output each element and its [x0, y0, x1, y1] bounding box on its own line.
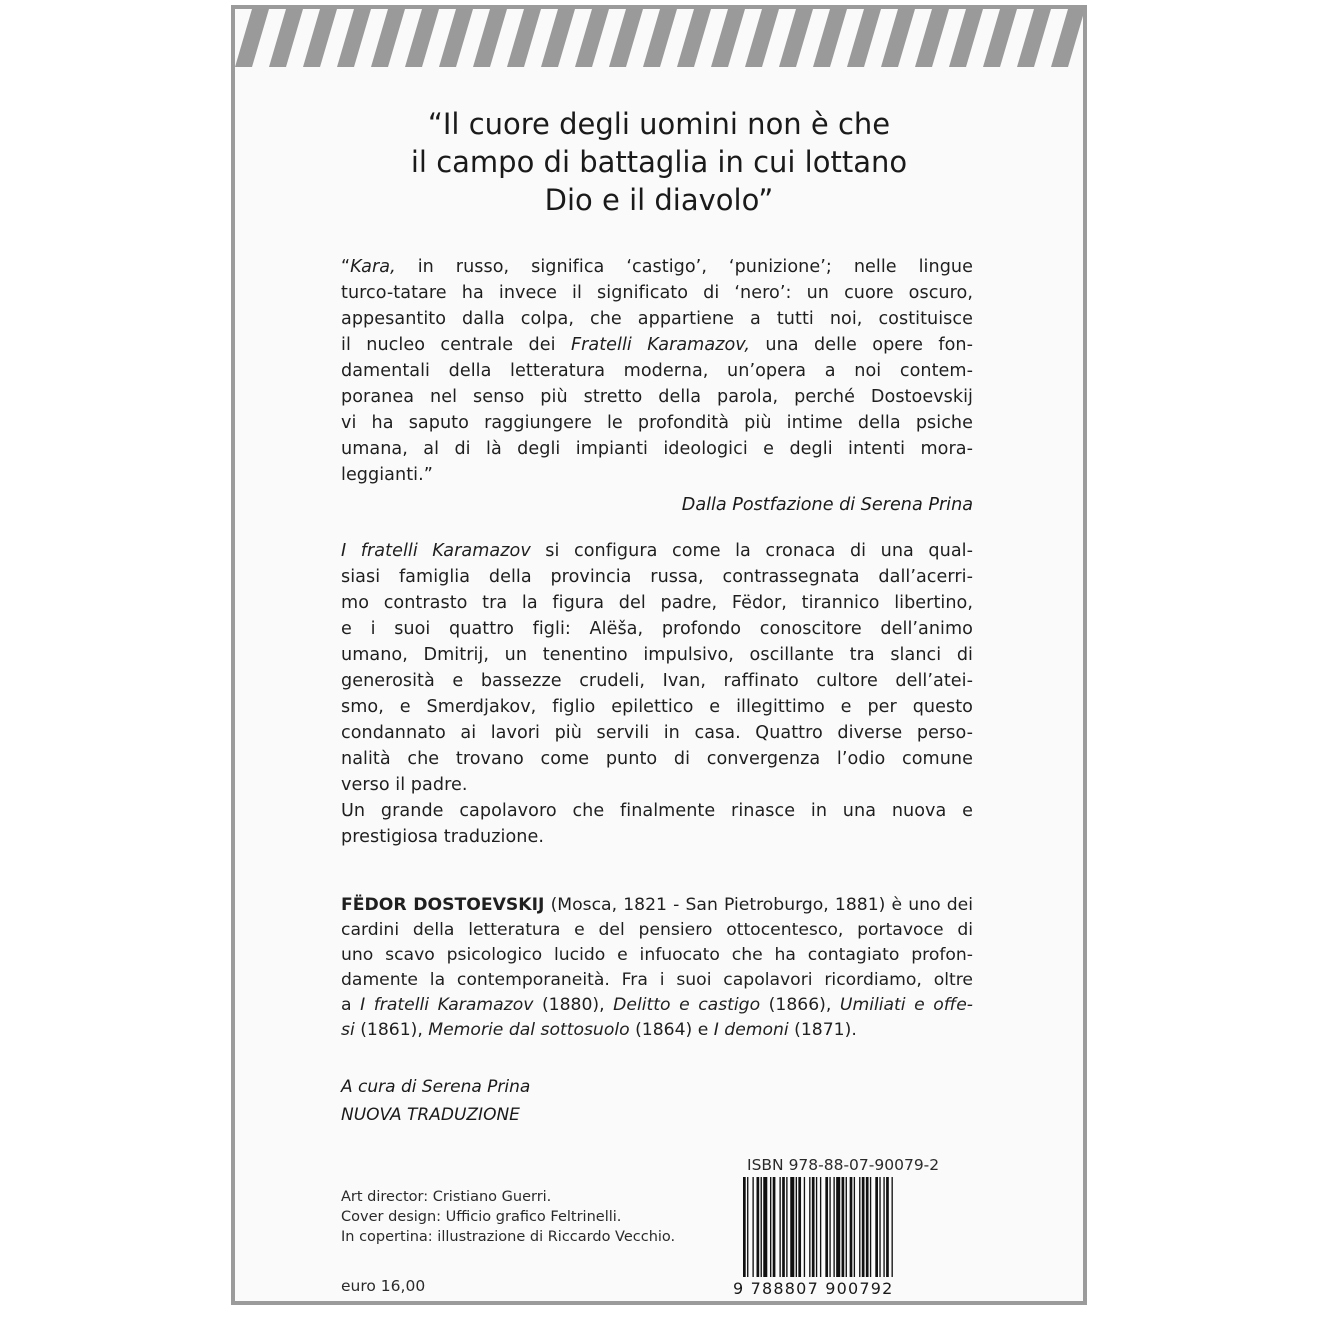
- book-back-cover: [231, 5, 1087, 1305]
- barcode-bar: [862, 1177, 865, 1277]
- barcode-bar: [829, 1177, 830, 1277]
- barcode-bar: [846, 1177, 847, 1277]
- text-line: vi ha saputo raggiungere le profondità più intime della psiche: [341, 413, 973, 433]
- barcode-bar: [812, 1177, 815, 1277]
- author-name: FËDOR DOSTOEVSKIJ: [341, 895, 545, 915]
- striped-header-band: [235, 9, 1083, 67]
- barcode-bar: [870, 1177, 871, 1277]
- barcode-bar: [833, 1177, 834, 1277]
- barcode-bar: [875, 1177, 878, 1277]
- text-line: poranea nel senso più stretto della parola, perché Dostoevskij: [341, 387, 973, 407]
- text-line: siasi famiglia della provincia russa, contrassegnata dall’acerri-: [341, 567, 973, 587]
- text-line: appesantito dalla colpa, che appartiene a tutti noi, costituisce: [341, 309, 973, 329]
- text-line: generosità e bassezze crudeli, Ivan, raffinato cultore dell’atei-: [341, 671, 973, 691]
- quote-line: Dio e il diavolo”: [544, 183, 774, 217]
- barcode-bar: [892, 1177, 893, 1277]
- text-line: umana, al di là degli impianti ideologici e degli intenti mora-: [341, 439, 973, 459]
- barcode-bar: [747, 1177, 748, 1277]
- barcode-bar: [883, 1177, 884, 1277]
- text-span: in russo, significa ‘castigo’, ‘punizione’; nelle lingue: [395, 257, 973, 277]
- barcode-bar: [825, 1177, 828, 1277]
- cover-illustration-credit: In copertina: illustrazione di Riccardo Vecchio.: [341, 1229, 676, 1245]
- text-line: smo, e Smerdjakov, figlio epilettico e illegittimo e per questo: [341, 697, 973, 717]
- quote-line: “Il cuore degli uomini non è che: [427, 107, 891, 141]
- barcode-image: [733, 1177, 955, 1281]
- barcode-bar: [820, 1177, 821, 1277]
- barcode-bar: [854, 1177, 855, 1277]
- text-line: Un grande capolavoro che finalmente rinasce in una nuova e: [341, 801, 973, 821]
- barcode-bar: [786, 1177, 787, 1277]
- barcode-bar: [770, 1177, 771, 1277]
- text-line: damente la contemporaneità. Fra i suoi capolavori ricordiamo, oltre: [341, 970, 973, 990]
- italic-title: si: [341, 1020, 355, 1040]
- text-span: (1861),: [354, 1020, 429, 1040]
- text-line: uno scavo psicologico lucido e infuocato che ha contagiato profon-: [341, 945, 973, 965]
- text-line: mo contrasto tra la figura del padre, Fëdor, tirannico libertino,: [341, 593, 973, 613]
- text-span: (1864) e: [629, 1020, 714, 1040]
- text-span: (Mosca, 1821 - San Pietroburgo, 1881) è uno dei: [544, 895, 974, 915]
- text-span: (1871).: [788, 1020, 857, 1040]
- barcode-bar: [836, 1177, 840, 1277]
- excerpt-paragraph: [341, 254, 973, 488]
- quote-line: il campo di battaglia in cui lottano: [410, 145, 908, 179]
- text-span: (1880),: [533, 995, 614, 1015]
- barcode-bar: [761, 1177, 762, 1277]
- barcode-bar: [859, 1177, 860, 1277]
- barcode-bar: [879, 1177, 880, 1277]
- barcode-bar: [773, 1177, 776, 1277]
- italic-title: Memorie dal sottosuolo: [428, 1020, 630, 1040]
- text-line: prestigiosa traduzione.: [341, 827, 544, 847]
- text-line: leggianti.”: [341, 465, 433, 485]
- summary-paragraph: [341, 538, 973, 850]
- barcode-bar: [779, 1177, 780, 1277]
- editor-credit: A cura di Serena Prina: [341, 1077, 531, 1097]
- italic-title: I fratelli Karamazov: [341, 541, 531, 561]
- text-span: a: [341, 995, 361, 1015]
- excerpt-attribution: Dalla Postfazione di Serena Prina: [681, 495, 973, 515]
- cover-design-credit: Cover design: Ufficio grafico Feltrinelli.: [341, 1209, 622, 1225]
- text-line: umano, Dmitrij, un tenentino impulsivo, oscillante tra slanci di: [341, 645, 973, 665]
- text-span: una delle opere fon-: [749, 335, 974, 355]
- barcode-bar: [850, 1177, 853, 1277]
- barcode-bar: [809, 1177, 810, 1277]
- barcode-bar: [886, 1177, 889, 1277]
- text-line: cardini della letteratura e del pensiero ottocentesco, portavoce di: [341, 920, 973, 940]
- barcode-bar: [842, 1177, 845, 1277]
- author-bio: [341, 893, 973, 1043]
- translation-credit: NUOVA TRADUZIONE: [341, 1105, 520, 1125]
- barcode-bar: [743, 1177, 746, 1277]
- text-span: il nucleo centrale dei: [341, 335, 571, 355]
- text-span: “: [341, 257, 351, 277]
- price-label: euro 16,00: [341, 1277, 426, 1295]
- barcode-bar: [796, 1177, 797, 1277]
- barcode-bar: [752, 1177, 753, 1277]
- barcode-bar: [757, 1177, 760, 1277]
- italic-title: Umiliati e offe-: [839, 995, 973, 1015]
- text-line: damentali della letteratura moderna, un’opera a noi contem-: [341, 361, 973, 381]
- barcode-bar: [798, 1177, 801, 1277]
- italic-title: I fratelli Karamazov: [360, 995, 534, 1015]
- italic-title: Delitto e castigo: [613, 995, 761, 1015]
- text-line: e i suoi quattro figli: Alëša, profondo conoscitore dell’animo: [341, 619, 973, 639]
- text-line: turco-tatare ha invece il significato di ‘nero’: un cuore oscuro,: [341, 283, 973, 303]
- barcode-bar: [816, 1177, 817, 1277]
- italic-title: Fratelli Karamazov,: [570, 335, 750, 355]
- barcode-bar: [866, 1177, 869, 1277]
- colophon: [341, 1187, 675, 1247]
- isbn-label: ISBN 978-88-07-90079-2: [747, 1156, 940, 1174]
- headline-quote: [275, 105, 1043, 219]
- barcode-bar: [763, 1177, 767, 1277]
- text-span: si configura come la cronaca di una qual-: [530, 541, 973, 561]
- italic-title: I demoni: [713, 1020, 789, 1040]
- italic-term: Kara,: [350, 257, 396, 277]
- barcode-digits: 9 788807 900792: [733, 1279, 894, 1298]
- text-span: (1866),: [760, 995, 840, 1015]
- text-line: verso il padre.: [341, 775, 468, 795]
- barcode-bar: [804, 1177, 805, 1277]
- text-line: condannato ai lavori più servili in casa. Quattro diverse perso-: [341, 723, 973, 743]
- text-line: nalità che trovano come punto di convergenza l’odio comune: [341, 749, 973, 769]
- art-director-credit: Art director: Cristiano Guerri.: [341, 1189, 552, 1205]
- barcode-bar: [782, 1177, 785, 1277]
- barcode-bar: [790, 1177, 794, 1277]
